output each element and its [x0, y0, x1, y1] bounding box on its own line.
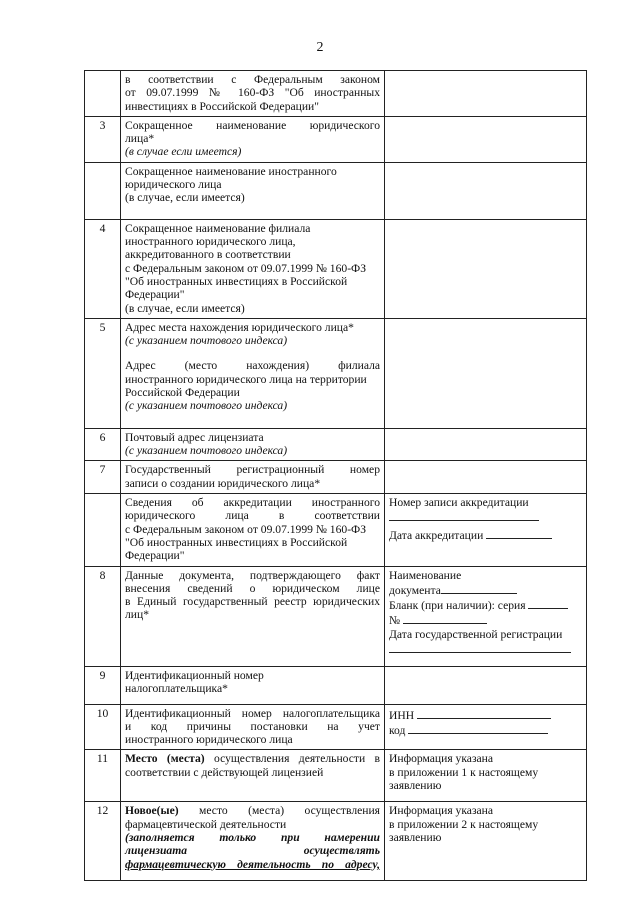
accreditation-number-label: Номер записи аккредитации — [389, 496, 529, 510]
row-description — [121, 666, 385, 704]
value-line: в приложении 2 к настоящему — [389, 817, 539, 831]
registration-date-field[interactable] — [389, 641, 582, 656]
row-number: 8 — [85, 566, 121, 666]
page-number: 2 — [316, 40, 324, 55]
bold-lead: Место (места) — [125, 752, 205, 766]
desc-line: Сокращенное наименование юридического — [125, 118, 380, 132]
value-line: Информация указана — [389, 752, 494, 766]
desc-line: иностранного юридического лица на территории — [125, 372, 367, 386]
inn-field[interactable] — [417, 707, 551, 719]
row-description — [121, 461, 385, 494]
desc-line: Идентификационный номер — [125, 668, 264, 682]
row-number: 9 — [85, 666, 121, 704]
row-value — [385, 666, 587, 704]
row-description — [121, 219, 385, 318]
value-line: заявлению — [389, 779, 442, 793]
inn-label: ИНН — [389, 708, 415, 722]
table-row — [85, 428, 587, 461]
desc-note: фармацевтическую деятельность по адресу, — [125, 857, 380, 871]
desc-line: в соответствии с Федеральным законом — [125, 73, 380, 86]
row-number — [85, 71, 121, 117]
desc-line: юридического лица — [125, 178, 222, 192]
row-value — [385, 162, 587, 219]
row-description — [121, 116, 385, 162]
desc-note: (в случае если имеется) — [125, 145, 242, 159]
accreditation-date-label: Дата аккредитации — [389, 528, 484, 542]
table-row — [85, 71, 587, 117]
document-label: документа — [389, 583, 441, 597]
row-value — [385, 428, 587, 461]
desc-line: от 09.07.1999 № 160-ФЗ "Об иностранных — [125, 86, 380, 100]
document-name-label: Наименование — [389, 568, 462, 582]
table-row — [85, 162, 587, 219]
desc-line: Данные документа, подтверждающего факт — [125, 568, 380, 582]
desc-line: Сведения об аккредитации иностранного — [125, 496, 380, 510]
table-row — [85, 704, 587, 750]
table-row — [85, 566, 587, 666]
desc-note: (с указанием почтового индекса) — [125, 334, 288, 348]
desc-line: Федерации" — [125, 288, 185, 302]
desc-line: Сокращенное наименование иностранного — [125, 164, 337, 178]
desc-line: (в случае, если имеется) — [125, 301, 245, 315]
row-value — [385, 461, 587, 494]
row-value — [385, 318, 587, 428]
desc-line: Почтовый адрес лицензиата — [125, 430, 264, 444]
table-row — [85, 116, 587, 162]
kpp-label: код — [389, 723, 406, 737]
row-number: 4 — [85, 219, 121, 318]
row-number: 6 — [85, 428, 121, 461]
row-description — [121, 162, 385, 219]
value-line: в приложении 1 к настоящему — [389, 765, 539, 779]
desc-line: место (места) осуществления — [178, 804, 380, 818]
value-line: Информация указана — [389, 804, 494, 818]
desc-line: налогоплательщика* — [125, 681, 228, 695]
document-name-field[interactable] — [441, 582, 517, 594]
row-value — [385, 71, 587, 117]
blank-number-field[interactable] — [403, 612, 487, 624]
table-row — [85, 461, 587, 494]
row-description — [121, 750, 385, 802]
blank-series-field[interactable] — [528, 597, 568, 609]
row-description — [121, 494, 385, 566]
row-number: 11 — [85, 750, 121, 802]
row-value — [385, 802, 587, 881]
desc-line: Государственный регистрационный номер — [125, 463, 380, 477]
row-description — [121, 428, 385, 461]
row-value — [385, 494, 587, 566]
desc-line: осуществления деятельности в — [204, 752, 381, 766]
row-number: 5 — [85, 318, 121, 428]
table-row — [85, 494, 587, 566]
desc-line: Идентификационный номер налогоплательщика — [125, 706, 380, 720]
row-number: 10 — [85, 704, 121, 750]
desc-line: Адрес места нахождения юридического лица* — [125, 320, 354, 334]
table-row — [85, 318, 587, 428]
accreditation-date-field[interactable] — [486, 527, 552, 539]
desc-line: Федерации" — [125, 549, 185, 563]
desc-note: (с указанием почтового индекса) — [125, 444, 288, 458]
desc-note: (с указанием почтового индекса) — [125, 399, 288, 413]
desc-line: Российской Федерации — [125, 386, 240, 400]
blank-number-label: № — [389, 614, 401, 628]
desc-line: аккредитованного в соответствии — [125, 248, 291, 262]
row-description — [121, 566, 385, 666]
desc-line: в Единый государственный реестр юридических — [125, 595, 380, 609]
row-number: 7 — [85, 461, 121, 494]
desc-line: Адрес (место нахождения) филиала — [125, 359, 380, 373]
desc-note: лицензиата осуществлять — [125, 844, 380, 858]
desc-line: с Федеральным законом от 09.07.1999 № 160-ФЗ — [125, 522, 367, 536]
row-value — [385, 116, 587, 162]
desc-line: юридического лица в соответствии — [125, 509, 380, 523]
row-description — [121, 802, 385, 881]
row-description — [121, 704, 385, 750]
kpp-field[interactable] — [408, 722, 548, 734]
desc-line: фармацевтической деятельности — [125, 817, 287, 831]
application-form-table — [84, 70, 587, 881]
accreditation-number-field[interactable] — [389, 509, 582, 524]
blank-series-label: Бланк (при наличии): серия — [389, 599, 526, 613]
row-value — [385, 750, 587, 802]
row-number: 3 — [85, 116, 121, 162]
desc-line: соответствии с действующей лицензией — [125, 765, 324, 779]
table-row — [85, 219, 587, 318]
table-row — [85, 666, 587, 704]
desc-line: и код причины постановки на учет — [125, 719, 380, 733]
desc-line: Сокращенное наименование филиала — [125, 221, 311, 235]
desc-line: лица* — [125, 132, 155, 146]
table-row — [85, 750, 587, 802]
desc-line: с Федеральным законом от 09.07.1999 № 160-ФЗ — [125, 261, 367, 275]
desc-line: иностранного юридического лица, — [125, 235, 296, 249]
desc-line: "Об иностранных инвестициях в Российской — [125, 535, 348, 549]
row-number — [85, 494, 121, 566]
value-line: заявлению — [389, 831, 442, 845]
desc-line: внесения сведений о юридическом лице — [125, 581, 380, 595]
row-description — [121, 318, 385, 428]
table-row — [85, 802, 587, 881]
desc-note: (заполняется только при намерении — [125, 831, 380, 845]
row-description — [121, 71, 385, 117]
bold-lead: Новое(ые) — [125, 804, 179, 818]
registration-date-label: Дата государственной регистрации — [389, 627, 563, 641]
desc-line: записи о создании юридического лица* — [125, 476, 321, 490]
row-number — [85, 162, 121, 219]
desc-line: иностранного юридического лица — [125, 733, 293, 747]
row-value — [385, 704, 587, 750]
desc-line: лиц* — [125, 608, 149, 622]
desc-line: (в случае, если имеется) — [125, 191, 245, 205]
row-value — [385, 566, 587, 666]
row-value — [385, 219, 587, 318]
desc-line: "Об иностранных инвестициях в Российской — [125, 274, 348, 288]
row-number: 12 — [85, 802, 121, 881]
desc-line: инвестициях в Российской Федерации" — [125, 99, 319, 113]
